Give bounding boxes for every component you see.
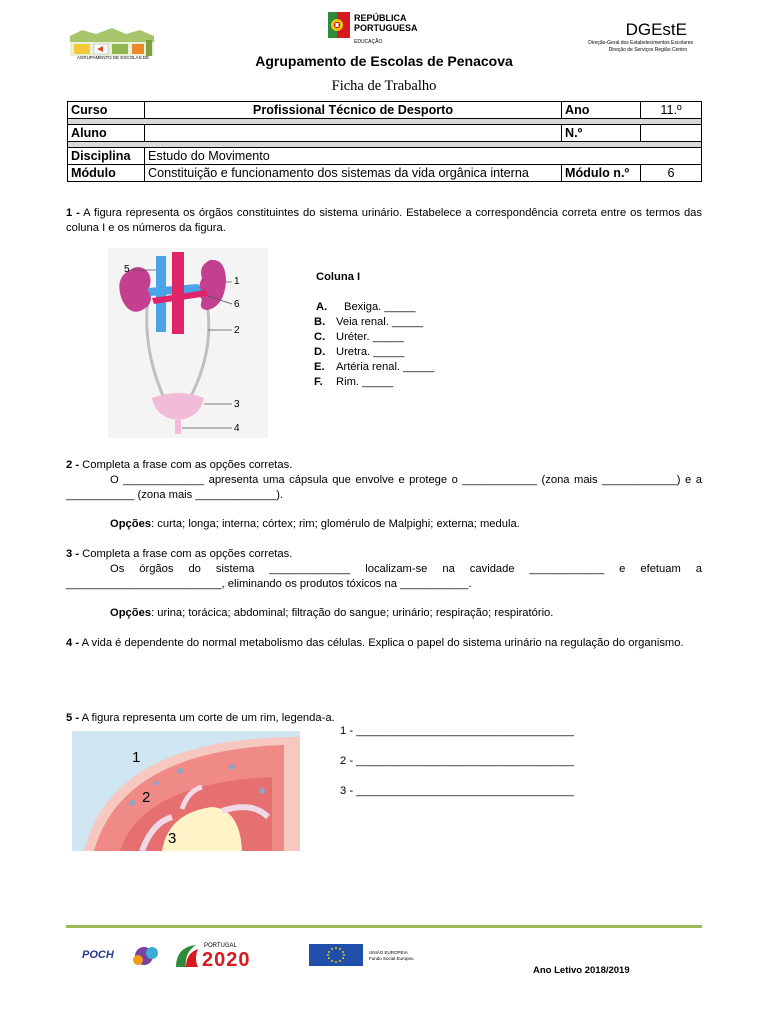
dgeste-line2: Direção de Serviços Região Centro xyxy=(608,47,687,53)
fill-in-sentence: Os órgãos do sistema _____________ localizam-se na cavidade ____________ e efetuam a _________________________, eliminando os produtos tóxicos na ___________. xyxy=(66,563,702,590)
question-number: 2 - xyxy=(66,459,80,471)
question-3 xyxy=(66,547,702,621)
figure1-label-1: 1 xyxy=(234,276,240,287)
figure1-label-6: 6 xyxy=(234,299,240,310)
options-text: : curta; longa; interna; córtex; rim; glomérulo de Malpighi; externa; medula. xyxy=(151,518,520,530)
ano-label: Ano xyxy=(562,102,641,119)
question-number: 1 - xyxy=(66,207,80,219)
item-text: Veia renal. _____ xyxy=(336,316,424,328)
list-item xyxy=(314,375,514,390)
item-text: Bexiga. _____ xyxy=(344,301,416,313)
question-text: A figura representa um corte de um rim, legenda-a. xyxy=(81,712,335,724)
year-2020-text: 2020 xyxy=(202,949,251,971)
figure1-label-4: 4 xyxy=(234,423,240,434)
options-label: Opções xyxy=(110,518,152,530)
list-item xyxy=(314,345,514,360)
item-letter: B. xyxy=(314,316,326,328)
prompt-text: Completa a frase com as opções corretas. xyxy=(82,459,293,471)
answer-line-2[interactable]: 2 - ___________________________________ xyxy=(340,755,574,767)
question-2 xyxy=(66,458,702,532)
figure1-label-5: 5 xyxy=(124,264,130,275)
item-text: Rim. _____ xyxy=(336,376,394,388)
question-number: 3 - xyxy=(66,548,80,560)
question-5 xyxy=(66,711,702,726)
options-line xyxy=(66,606,702,621)
question-text: A figura representa os órgãos constituintes do sistema urinário. Estabelece a correspondência correta entre os termos das coluna I e os números da figura. xyxy=(66,207,702,234)
figure2-label-1: 1 xyxy=(132,749,141,766)
modulo-value: Constituição e funcionamento dos sistemas da vida orgânica interna xyxy=(145,165,562,182)
modulo-label: Módulo xyxy=(68,165,145,182)
kidney-section-figure xyxy=(72,731,300,851)
school-title: Agrupamento de Escolas de Penacova xyxy=(255,53,513,69)
figure1-label-3: 3 xyxy=(234,399,240,410)
options-line xyxy=(66,517,702,532)
disciplina-label: Disciplina xyxy=(68,148,145,165)
gov-logo-line3: EDUCAÇÃO xyxy=(354,39,383,45)
prompt-text: Completa a frase com as opções corretas. xyxy=(82,548,293,560)
aluno-field[interactable] xyxy=(145,125,562,142)
figure2-label-2: 2 xyxy=(142,789,151,806)
figure2-label-3: 3 xyxy=(168,830,177,847)
question-prompt xyxy=(66,458,702,473)
student-info-table xyxy=(67,101,702,182)
options-label: Opções xyxy=(110,607,152,619)
ano-value: 11.º xyxy=(641,102,702,119)
portugal-2020-logo xyxy=(174,943,294,969)
logo-caption: AGRUPAMENTO DE ESCOLAS DE xyxy=(76,55,150,60)
figure1-label-2: 2 xyxy=(234,325,240,336)
school-year: Ano Letivo 2018/2019 xyxy=(533,965,630,976)
list-item xyxy=(314,360,514,375)
curso-value: Profissional Técnico de Desporto xyxy=(145,102,562,119)
item-text: Uréter. _____ xyxy=(336,331,404,343)
question-text: A vida é dependente do normal metabolismo das células. Explica o papel do sistema urinário na regulação do organismo. xyxy=(81,637,684,649)
aluno-label: Aluno xyxy=(68,125,145,142)
numero-field[interactable] xyxy=(641,125,702,142)
list-item xyxy=(314,330,514,345)
dgeste-line1: Direção-Geral dos Estabelecimentos Escolares xyxy=(588,40,693,46)
item-letter: F. xyxy=(314,376,323,388)
portugal-text: PORTUGAL xyxy=(204,943,237,949)
answer-line-3[interactable]: 3 - ___________________________________ xyxy=(340,785,574,797)
modulo-n-value: 6 xyxy=(641,165,702,182)
numero-label: N.º xyxy=(562,125,641,142)
column-title: Coluna I xyxy=(316,271,361,283)
item-letter: D. xyxy=(314,346,326,358)
item-text: Artéria renal. _____ xyxy=(336,361,435,373)
curso-label: Curso xyxy=(68,102,145,119)
answer-line-1[interactable]: 1 - ___________________________________ xyxy=(340,725,574,737)
fill-in-sentence: O _____________ apresenta uma cápsula que envolve e protege o ____________ (zona mais ____________) e a ___________ (zona mais _____________). xyxy=(66,474,702,501)
eu-flag-logo xyxy=(309,944,429,966)
options-text: : urina; torácica; abdominal; filtração do sangue; urinário; respiração; respiratório. xyxy=(151,607,554,619)
question-4 xyxy=(66,636,702,651)
gov-logo-line1: REPÚBLICA xyxy=(354,13,407,23)
column-items xyxy=(314,300,514,390)
question-number: 5 - xyxy=(66,712,80,724)
eu-line2: Fundo Social Europeu xyxy=(369,956,414,961)
item-letter: A. xyxy=(316,301,328,313)
republica-portuguesa-logo xyxy=(328,12,438,52)
gov-logo-line2: PORTUGUESA xyxy=(354,23,418,33)
modulo-n-label: Módulo n.º xyxy=(562,165,641,182)
eu-line1: UNIÃO EUROPEIA xyxy=(369,950,408,955)
dgeste-title: DGEstE xyxy=(625,20,687,39)
poch-logo xyxy=(80,944,162,968)
question-number: 4 - xyxy=(66,637,80,649)
footer-divider xyxy=(66,925,702,928)
poch-text: POCH xyxy=(82,949,114,961)
question-1 xyxy=(66,206,702,236)
list-item xyxy=(314,315,514,330)
sheet-title: Ficha de Trabalho xyxy=(331,78,437,94)
item-letter: C. xyxy=(314,331,326,343)
item-text: Uretra. _____ xyxy=(336,346,405,358)
urinary-system-figure xyxy=(108,248,268,438)
item-letter: E. xyxy=(314,361,325,373)
question-prompt xyxy=(66,547,702,562)
disciplina-value: Estudo do Movimento xyxy=(145,148,702,165)
list-item xyxy=(314,300,514,315)
